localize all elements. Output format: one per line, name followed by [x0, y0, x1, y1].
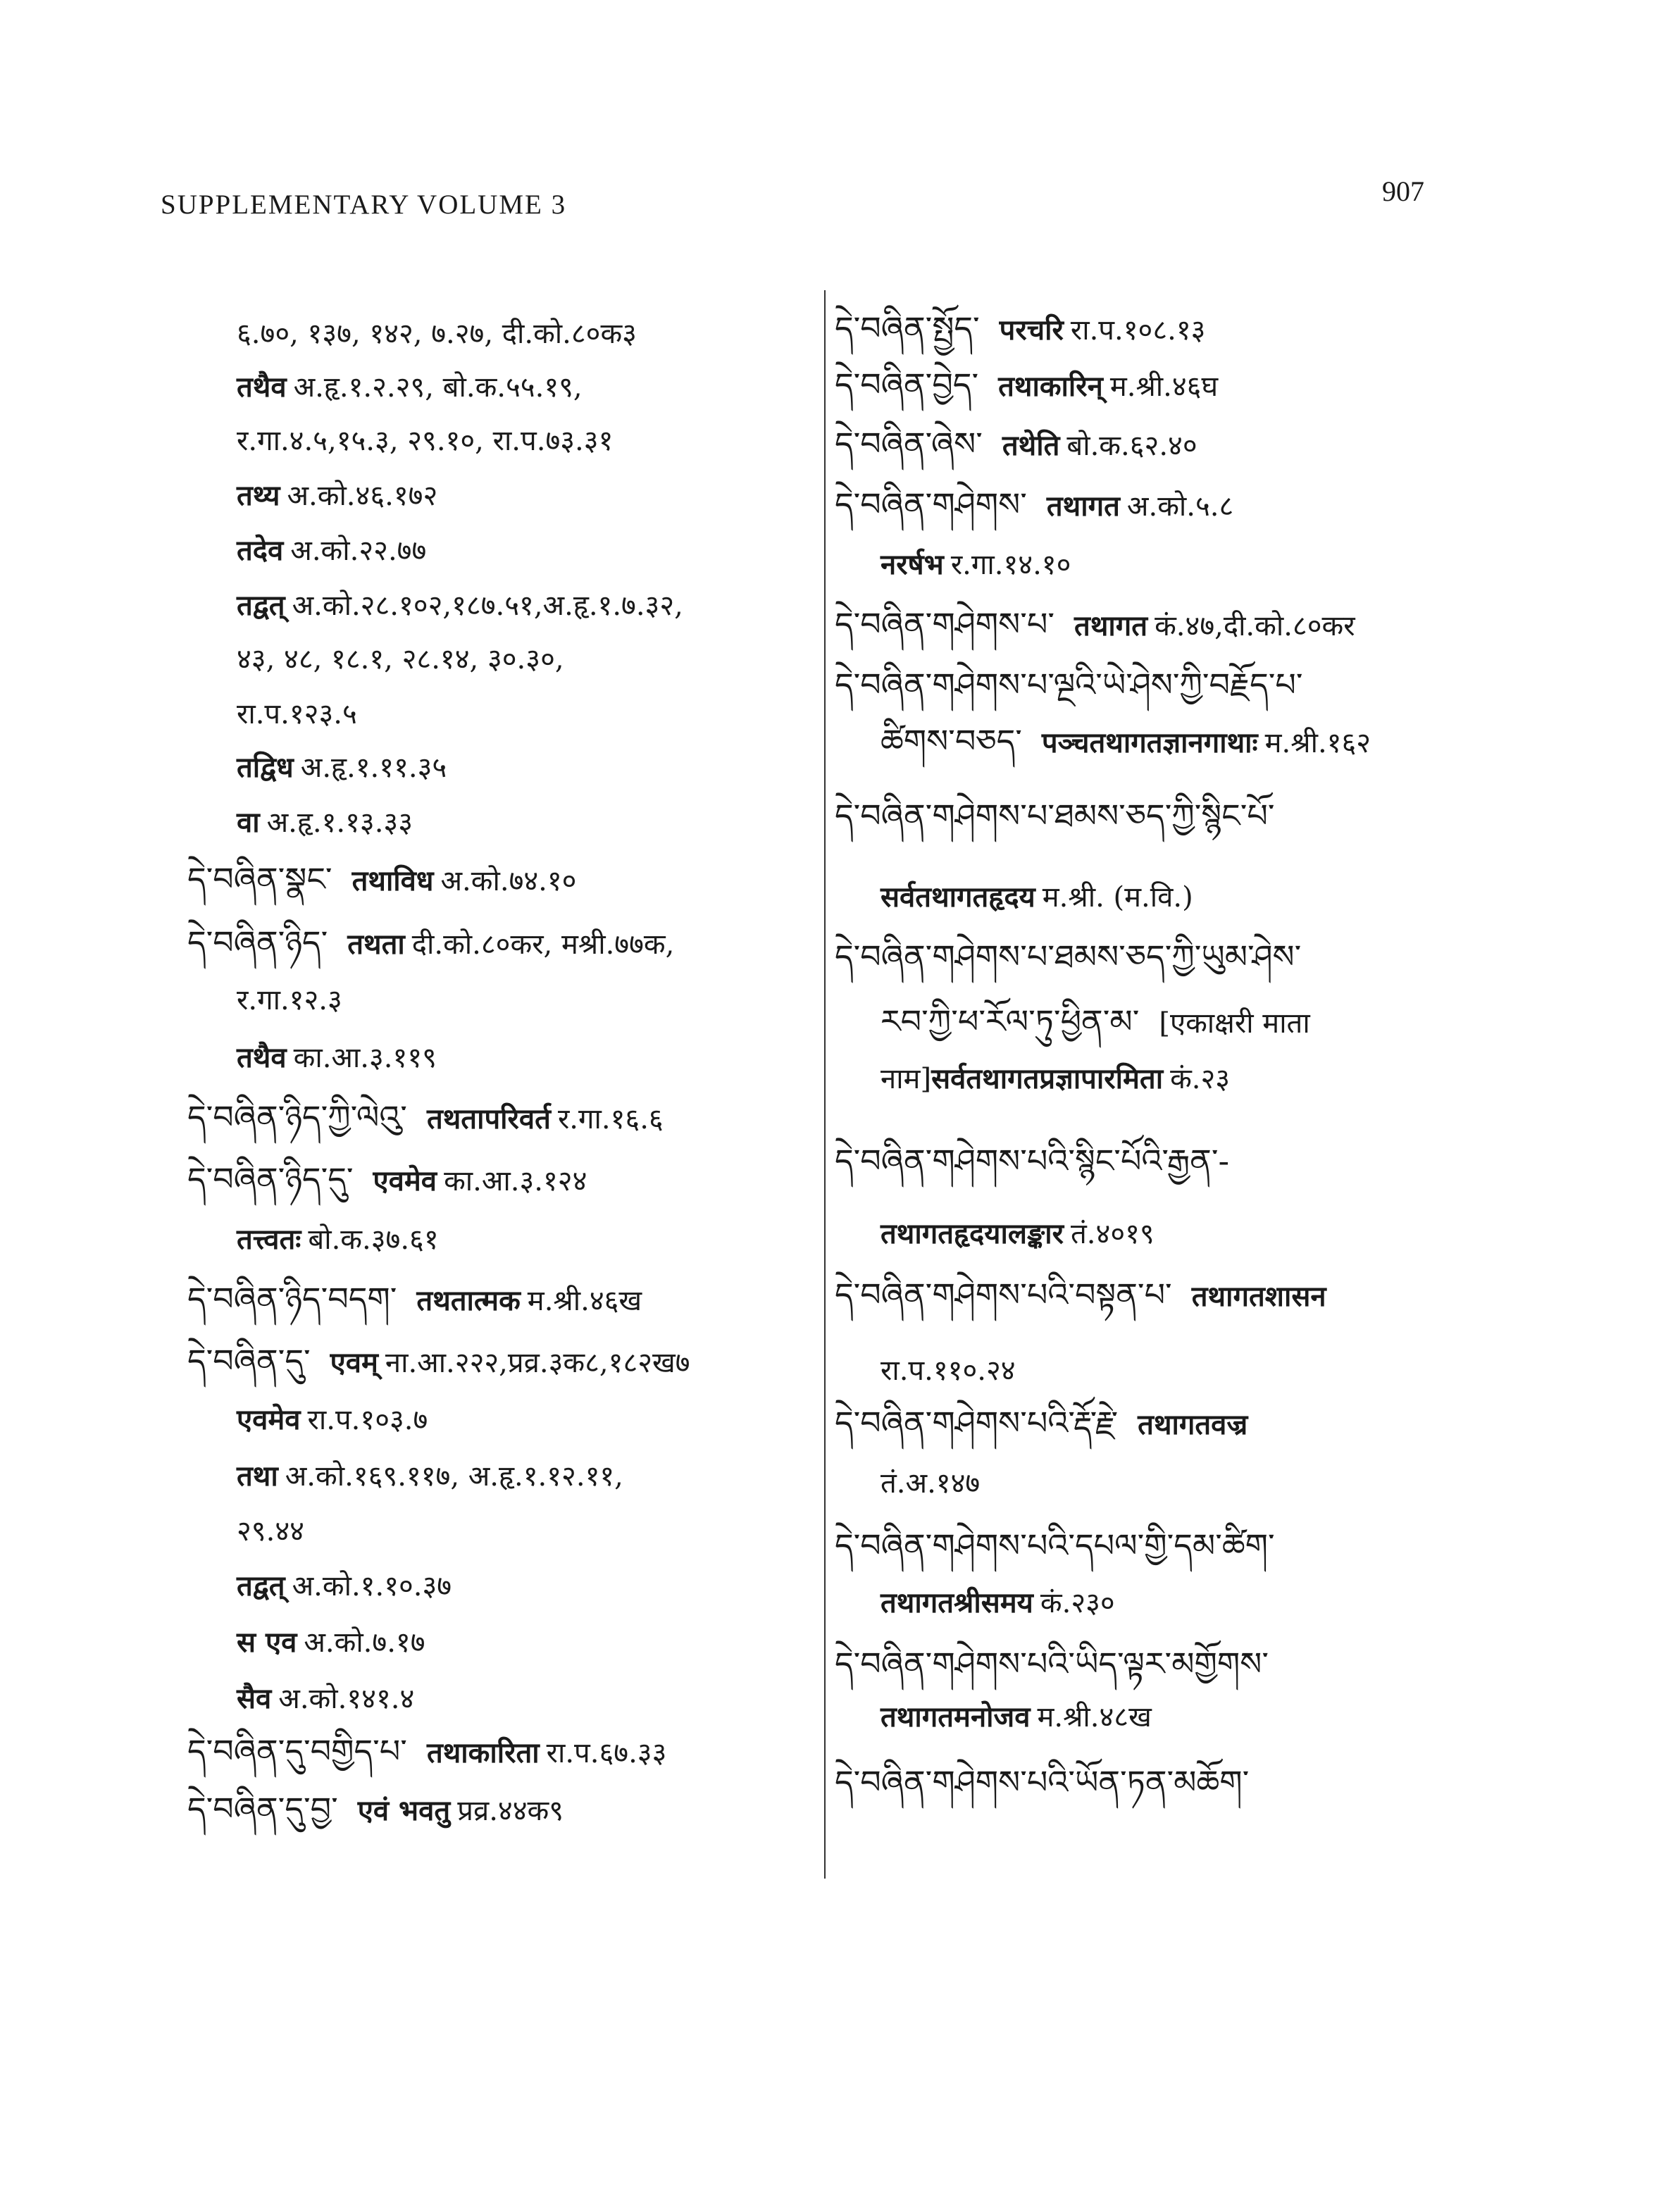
reference: रा.प.१२३.५: [237, 698, 357, 730]
tibetan-term: དེ་བཞིན་གཤེགས་པའི་སྙིང་པོའི་རྒྱན་-: [835, 1142, 1230, 1180]
left-entry-line: [187, 1161, 587, 1200]
reference: अ.को.१६९.११७, अ.हृ.१.१२.११,: [285, 1460, 623, 1493]
sanskrit-term: तथता: [347, 928, 405, 961]
left-entry-line: [237, 587, 683, 624]
tibetan-term: དེ་བཞིན་ཉིད་ཀྱི་ལེའུ་: [187, 1098, 407, 1136]
running-header: SUPPLEMENTARY VOLUME 3: [161, 189, 567, 220]
reference: दी.को.८०कर, मश्री.७७क,: [411, 928, 675, 961]
reference: अ.को.४६.१७२: [287, 480, 438, 512]
left-entry-line: [237, 1402, 428, 1438]
reference: रा.प.६७.३३: [546, 1737, 667, 1769]
sanskrit-term: तथागत: [1046, 490, 1120, 523]
tibetan-term: དེ་བཞིན་གཤེགས་པའི་ཡོན་ཏན་མཆོག་: [835, 1763, 1250, 1801]
reference: कं.२३: [1170, 1063, 1231, 1095]
tibetan-term: དེ་བཞིན་བྱེད་: [835, 366, 979, 404]
reference: बो.क.६२.४०: [1066, 430, 1197, 462]
reference: म.श्री.४६घ: [1109, 371, 1219, 403]
sanskrit-term: तथाकारिन्: [998, 370, 1103, 403]
tibetan-term: དེ་བཞིན་སྤྱོད་: [835, 309, 980, 347]
tibetan-term: དེ་བཞིན་གཤེགས་པའི་རྡོ་རྗེ་: [835, 1404, 1119, 1442]
sanskrit-term: नरर्षभ: [881, 548, 944, 581]
right-entry-line: [881, 1352, 1016, 1389]
reference: अ.को.२२.७७: [290, 535, 427, 567]
reference: अ.को.७.१७: [304, 1626, 425, 1659]
reference: [एकाक्षरी माता: [1159, 1007, 1310, 1040]
sanskrit-term: तथतात्मक: [416, 1284, 521, 1317]
reference: बो.क.३७.६१: [308, 1224, 439, 1256]
left-entry-line: [237, 1681, 414, 1717]
right-entry-line: [835, 797, 1295, 836]
sanskrit-term: तथागतमनोजव: [881, 1700, 1031, 1733]
tibetan-term: དེ་བཞིན་གཤེགས་པ་: [835, 605, 1055, 643]
left-entry-line: [187, 1733, 666, 1772]
reference: म.श्री.४८ख: [1037, 1701, 1152, 1733]
sanskrit-term: तथाविध: [351, 864, 434, 897]
left-entry-line: [237, 1624, 425, 1661]
sanskrit-term: एवमेव: [237, 1403, 301, 1436]
left-entry-line: [187, 924, 674, 963]
sanskrit-term: तथैव: [237, 1041, 287, 1074]
right-entry-line: [835, 1764, 1269, 1803]
right-entry-line: [881, 1003, 1310, 1042]
right-entry-line: [881, 1061, 1230, 1097]
reference: कं.२३०: [1040, 1587, 1115, 1619]
left-entry-line: [237, 1458, 623, 1495]
sanskrit-term: तदेव: [237, 534, 284, 567]
sanskrit-term: तथतापरिवर्त: [426, 1102, 551, 1135]
right-entry-line: [835, 486, 1233, 525]
reference: अ.हृ.१.२.२९, बो.क.५५.१९,: [293, 371, 583, 404]
tibetan-term: དེ་བཞིན་ཉིད་བདག་: [187, 1280, 397, 1318]
tibetan-term: དེ་བཞིན་ཉིད་: [187, 923, 328, 961]
reference: नाम]: [881, 1063, 932, 1095]
left-entry-line: [237, 1568, 452, 1605]
reference: ४३, ४८, १८.१, २८.१४, ३०.३०,: [237, 643, 564, 675]
reference: अ.को.१४१.४: [278, 1683, 415, 1715]
sanskrit-term: तथागतहृदयालङ्कार: [881, 1217, 1064, 1250]
sanskrit-term: तद्विध: [237, 751, 294, 784]
left-entry-line: [237, 696, 357, 733]
sanskrit-term: तथैव: [237, 371, 287, 404]
reference: तं.४०१९: [1071, 1218, 1155, 1250]
reference: अ.को.५.८: [1126, 490, 1234, 523]
sanskrit-term: तथ्य: [237, 479, 280, 512]
right-entry-line: [835, 1276, 1333, 1315]
reference: प्रव्र.४४क९: [457, 1795, 564, 1827]
reference: अ.को.२८.१०२,१८७.५१,अ.हृ.१.७.३२,: [292, 590, 683, 622]
tibetan-term: དེ་བཞིན་གཤེགས་པ་ཐམས་ཅད་ཀྱི་ཡུམ་ཤེས་: [835, 938, 1302, 976]
reference: अ.हृ.१.११.३५: [300, 752, 447, 784]
right-entry-line: [835, 1527, 1295, 1566]
sanskrit-term: एवमेव: [373, 1164, 437, 1197]
reference: र.गा.१२.३: [237, 984, 342, 1016]
page-number: 907: [1382, 175, 1424, 207]
left-entry-line: [237, 1221, 439, 1258]
right-entry-line: [881, 1465, 980, 1502]
left-entry-line: [187, 1099, 664, 1138]
sanskrit-term: स एव: [237, 1626, 297, 1659]
tibetan-term: དེ་བཞིན་ཉིད་དུ་: [187, 1160, 354, 1198]
reference: रा.प.१०८.१३: [1070, 314, 1206, 347]
reference: कं.४७,दी.को.८०कर: [1155, 610, 1355, 642]
left-entry-line: [237, 641, 564, 678]
reference: र.गा.१६.६: [557, 1103, 664, 1135]
sanskrit-term: तथागत: [1074, 609, 1148, 642]
right-entry-line: [835, 1645, 1288, 1684]
right-entry-line: [881, 879, 1193, 916]
reference: अ.को.७४.१०: [440, 865, 577, 897]
tibetan-term: དེ་བཞིན་གཤེགས་པའི་དཔལ་གྱི་དམ་ཚིག་: [835, 1526, 1275, 1564]
reference: अ.हृ.१.१३.३३: [266, 807, 413, 839]
left-entry-line: [187, 1791, 564, 1829]
sanskrit-term: एवं भवतु: [357, 1794, 451, 1827]
sanskrit-term: पञ्चतथागतज्ञानगाथाः: [1041, 726, 1258, 759]
tibetan-term: དེ་བཞིན་སྣང་: [187, 860, 332, 898]
sanskrit-term: तथा: [237, 1459, 278, 1493]
sanskrit-term: सर्वतथागतप्रज्ञापारमिता: [931, 1062, 1164, 1095]
left-entry-line: [187, 1281, 642, 1319]
reference: अ.को.१.१०.३७: [292, 1570, 452, 1602]
tibetan-term: དེ་བཞིན་དུ་བྱ་: [187, 1790, 338, 1828]
right-entry-line: [835, 1405, 1255, 1443]
right-entry-line: [881, 1585, 1115, 1621]
sanskrit-term: तत्त्वतः: [237, 1223, 301, 1256]
right-entry-line: [881, 1699, 1152, 1736]
left-entry-line: [237, 423, 613, 459]
left-entry-line: [237, 533, 426, 569]
right-entry-line: [881, 1216, 1155, 1252]
reference: का.आ.३.११९: [293, 1042, 437, 1074]
reference: ६.७०, १३७, १४२, ७.२७, दी.को.८०क३: [237, 318, 637, 350]
reference: ना.आ.२२२,प्रव्र.३क८,१८२ख७: [385, 1347, 690, 1379]
tibetan-term: དེ་བཞིན་གཤེགས་: [835, 485, 1027, 523]
right-entry-line: [835, 1143, 1249, 1181]
sanskrit-term: तथागतवज्र: [1138, 1408, 1248, 1441]
tibetan-term: དེ་བཞིན་གཤེགས་པའི་ཡིད་ལྟར་མགྱོགས་: [835, 1645, 1269, 1683]
reference: म.श्री. (म.वि.): [1042, 881, 1193, 914]
right-entry-line: [881, 547, 1071, 583]
reference: र.गा.१४.१०: [950, 549, 1071, 581]
sanskrit-term: सैव: [237, 1682, 272, 1715]
sanskrit-term: तथागतश्रीसमय: [881, 1586, 1033, 1619]
reference: रा.प.११०.२४: [881, 1355, 1016, 1387]
reference: रा.प.१०३.७: [307, 1404, 428, 1436]
tibetan-term: དེ་བཞིན་དུ་: [187, 1342, 311, 1380]
left-entry-line: [187, 861, 577, 899]
left-entry-line: [237, 982, 342, 1019]
left-entry-line: [237, 749, 447, 786]
sanskrit-term: वा: [237, 806, 260, 839]
reference: म.श्री.४६ख: [527, 1285, 642, 1317]
left-entry-line: [237, 1040, 437, 1076]
right-entry-line: [835, 425, 1197, 464]
tibetan-term: དེ་བཞིན་ཞེས་: [835, 425, 983, 463]
reference: म.श्री.१६२: [1264, 727, 1371, 759]
tibetan-term: དེ་བཞིན་དུ་བགྱིད་པ་: [187, 1732, 407, 1770]
tibetan-term: དེ་བཞིན་གཤེགས་པ་ལྔའི་ཡེ་ཤེས་ཀྱི་བརྗོད་པ་: [835, 666, 1303, 704]
reference: २९.४४: [237, 1515, 304, 1548]
left-entry-line: [237, 316, 637, 352]
left-entry-line: [237, 478, 437, 514]
sanskrit-term: परचरि: [999, 313, 1064, 347]
tibetan-term: དེ་བཞིན་གཤེགས་པ་ཐམས་ཅད་ཀྱི་སྙིང་པོ་: [835, 797, 1275, 835]
right-entry-line: [881, 723, 1371, 761]
left-entry-line: [237, 369, 583, 406]
tibetan-term: དེ་བཞིན་གཤེགས་པའི་བསྟན་པ་: [835, 1276, 1172, 1314]
sanskrit-term: तद्वत्: [237, 1569, 285, 1602]
sanskrit-term: तथागतशासन: [1191, 1280, 1326, 1313]
left-entry-line: [237, 804, 413, 841]
right-entry-line: [835, 310, 1205, 349]
sanskrit-term: तद्वत्: [237, 589, 285, 622]
sanskrit-term: तथाकारिता: [426, 1736, 540, 1769]
right-entry-line: [835, 938, 1321, 977]
sanskrit-term: सर्वतथागतहृदय: [881, 880, 1035, 914]
right-entry-line: [835, 666, 1323, 705]
reference: तं.अ.१४७: [881, 1467, 981, 1500]
tibetan-term: རབ་ཀྱི་ཕ་རོལ་ཏུ་ཕྱིན་མ་: [881, 1002, 1140, 1040]
reference: का.आ.३.१२४: [444, 1165, 587, 1197]
right-entry-line: [835, 606, 1355, 645]
reference: र.गा.४.५,१५.३, २९.१०, रा.प.७३.३१: [237, 425, 614, 457]
sanskrit-term: एवम्: [330, 1346, 378, 1379]
tibetan-term: ཚིགས་བཅད་: [881, 722, 1022, 760]
sanskrit-term: तथेति: [1002, 429, 1060, 462]
left-entry-line: [187, 1343, 690, 1381]
left-entry-line: [237, 1513, 304, 1550]
right-entry-line: [835, 366, 1218, 405]
